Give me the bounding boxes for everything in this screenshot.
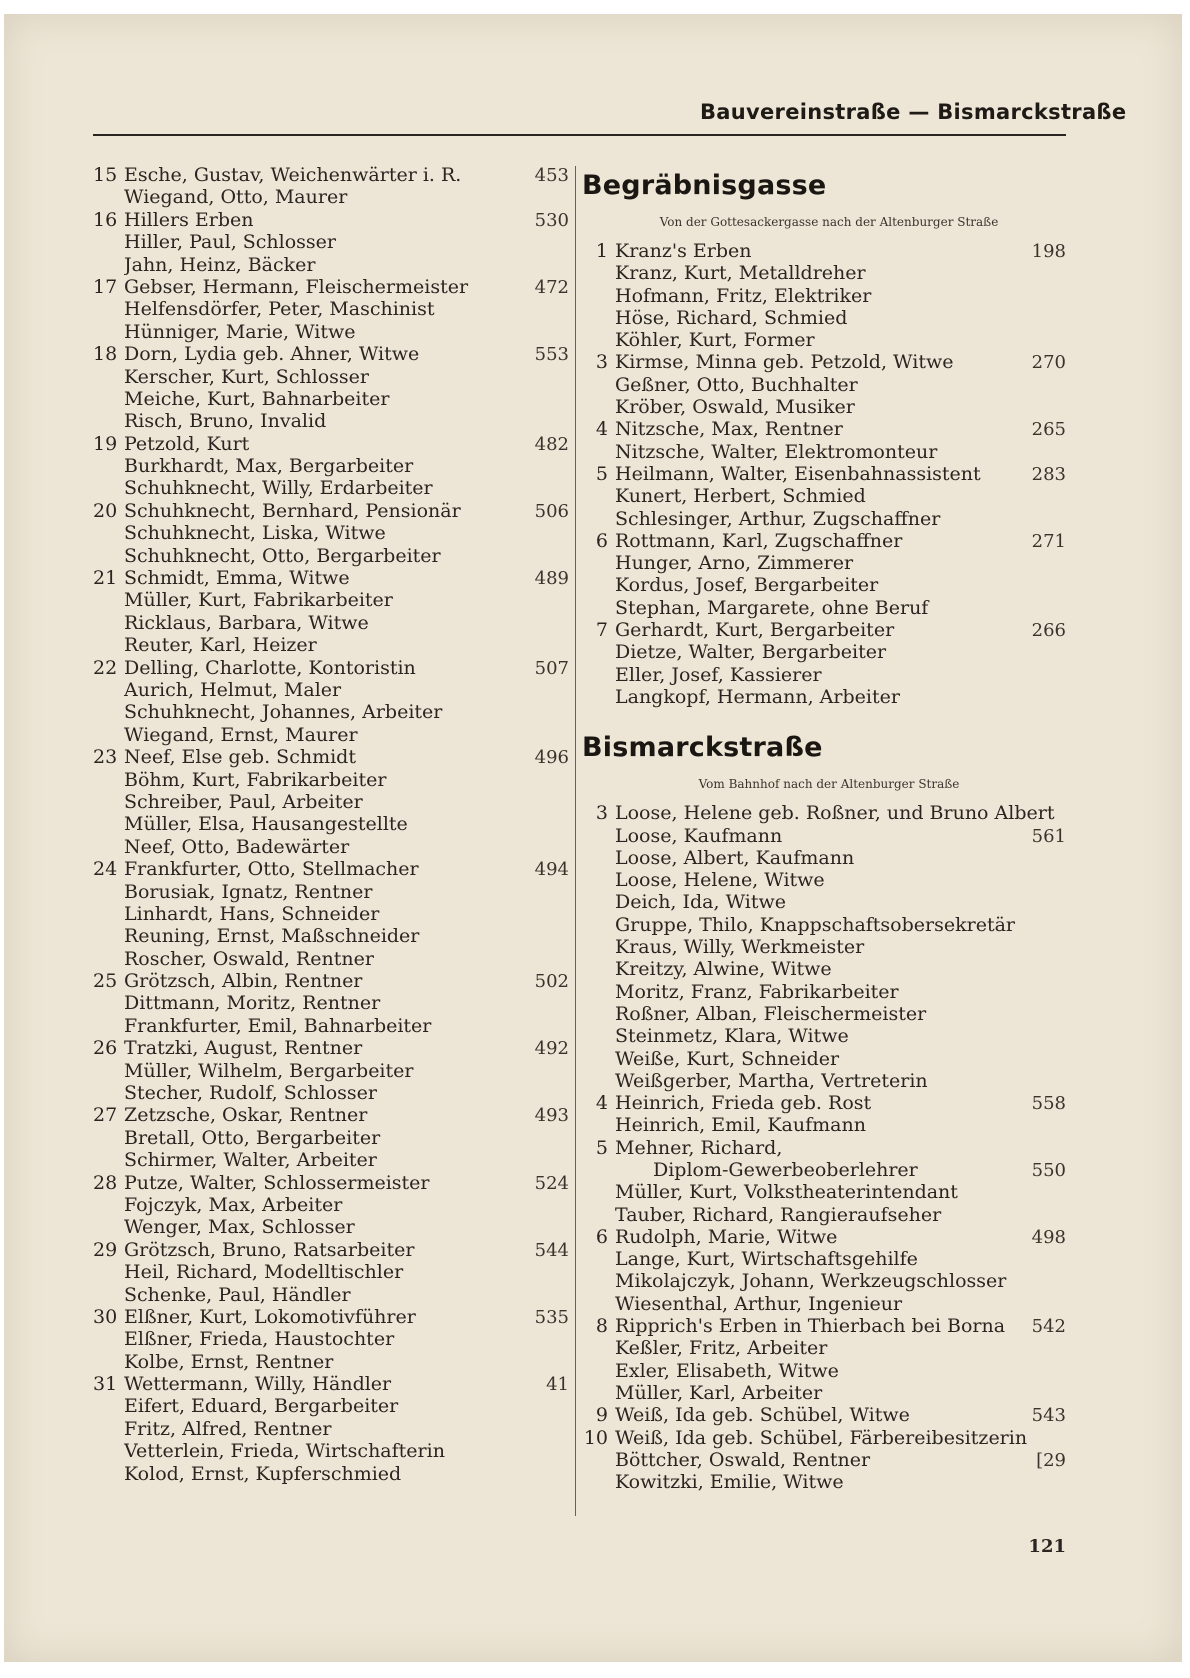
entry-text: Rudolph, Marie, Witwe — [615, 1225, 838, 1248]
resident-entry — [582, 285, 1066, 307]
entry-text: Elßner, Frieda, Haustochter — [124, 1328, 395, 1351]
entry-number: 544 — [534, 1239, 569, 1261]
entry-number: 283 — [1031, 463, 1066, 485]
entry-text: Hiller, Paul, Schlosser — [124, 231, 337, 254]
resident-entry — [93, 903, 569, 925]
entry-text: Esche, Gustav, Weichenwärter i. R. — [124, 164, 462, 186]
entry-text: Kröber, Oswald, Musiker — [615, 396, 855, 419]
resident-entry — [93, 410, 569, 432]
section-title: Bismarckstraße — [582, 732, 823, 764]
resident-entry — [582, 1159, 1066, 1181]
entry-number: 543 — [1031, 1405, 1066, 1427]
house-entry — [582, 463, 1066, 485]
entry-text: Fojczyk, Max, Arbeiter — [124, 1193, 343, 1216]
resident-entry — [93, 231, 569, 253]
entry-text: Hofmann, Fritz, Elektriker — [615, 284, 872, 307]
entry-text: Kreitzy, Alwine, Witwe — [615, 958, 832, 981]
entry-text: Frankfurter, Emil, Bahnarbeiter — [124, 1014, 432, 1037]
entry-number: 550 — [1031, 1159, 1066, 1181]
entry-text: Loose, Helene geb. Roßner, und Bruno Albert — [615, 802, 1055, 825]
house-entry — [582, 351, 1066, 373]
resident-entry — [93, 366, 569, 388]
house-entry — [93, 1239, 569, 1261]
entry-number: 270 — [1031, 352, 1066, 374]
entry-text: Stephan, Margarete, ohne Beruf — [615, 596, 929, 619]
entry-number: 553 — [534, 344, 569, 366]
house-number: 16 — [93, 208, 118, 231]
entry-number: 265 — [1031, 419, 1066, 441]
resident-entry — [582, 329, 1066, 351]
house-entry — [582, 418, 1066, 440]
entry-text: Elßner, Kurt, Lokomotivführer — [124, 1305, 416, 1328]
resident-entry — [582, 485, 1066, 507]
resident-entry — [93, 1261, 569, 1283]
resident-entry — [582, 1070, 1066, 1092]
house-entry — [93, 343, 569, 365]
house-entry — [582, 240, 1066, 262]
entry-text: Heinrich, Emil, Kaufmann — [615, 1114, 866, 1137]
entry-number: 271 — [1031, 530, 1066, 552]
entry-text: Bretall, Otto, Bergarbeiter — [124, 1126, 381, 1149]
entry-text: Langkopf, Hermann, Arbeiter — [615, 685, 900, 708]
entry-text: Müller, Kurt, Fabrikarbeiter — [124, 589, 393, 612]
resident-entry — [93, 701, 569, 723]
entry-text: Weißgerber, Martha, Vertreterin — [615, 1069, 928, 1092]
resident-entry — [582, 1449, 1066, 1471]
entry-text: Böttcher, Oswald, Rentner — [615, 1448, 871, 1471]
house-entry — [582, 802, 1066, 824]
entry-text: Ricklaus, Barbara, Witwe — [124, 611, 369, 634]
house-number: 3 — [595, 802, 608, 825]
entry-text: Risch, Bruno, Invalid — [124, 410, 327, 433]
resident-entry — [93, 925, 569, 947]
entry-text: Böhm, Kurt, Fabrikarbeiter — [124, 768, 387, 791]
entry-text: Putze, Walter, Schlossermeister — [124, 1171, 430, 1194]
entry-text: Nitzsche, Max, Rentner — [615, 418, 843, 441]
house-number: 1 — [595, 240, 608, 262]
page-number: 121 — [1028, 1536, 1066, 1557]
resident-entry — [582, 307, 1066, 329]
house-entry — [93, 567, 569, 589]
entry-text: Kranz's Erben — [615, 240, 752, 262]
resident-entry — [93, 522, 569, 544]
entry-text: Linhardt, Hans, Schneider — [124, 902, 380, 925]
entry-text: Vetterlein, Frieda, Wirtschafterin — [124, 1440, 445, 1463]
resident-entry — [93, 545, 569, 567]
entry-text: Tratzki, August, Rentner — [124, 1037, 363, 1060]
entry-number: 524 — [534, 1172, 569, 1194]
resident-entry — [93, 321, 569, 343]
house-number: 28 — [93, 1171, 118, 1194]
house-entry — [582, 1137, 1066, 1159]
entry-text: Kraus, Willy, Werkmeister — [615, 936, 865, 959]
house-number: 20 — [93, 499, 118, 522]
entry-text: Wenger, Max, Schlosser — [124, 1216, 355, 1239]
resident-entry — [93, 1418, 569, 1440]
entry-number: 558 — [1031, 1093, 1066, 1115]
entry-text: Reuter, Karl, Heizer — [124, 634, 317, 657]
house-entry — [93, 1172, 569, 1194]
house-number: 19 — [93, 432, 118, 455]
resident-entry — [93, 612, 569, 634]
house-number: 8 — [595, 1315, 608, 1338]
entry-text: Heilmann, Walter, Eisenbahnassistent — [615, 462, 981, 485]
running-header: Bauvereinstraße — Bismarckstraße — [700, 100, 1127, 124]
entry-text: Schenke, Paul, Händler — [124, 1283, 351, 1306]
resident-entry — [93, 589, 569, 611]
entry-number: 198 — [1031, 241, 1066, 262]
resident-entry — [93, 1328, 569, 1350]
house-entry — [582, 1092, 1066, 1114]
resident-entry — [93, 992, 569, 1014]
entry-text: Geßner, Otto, Buchhalter — [615, 373, 858, 396]
resident-entry — [93, 1395, 569, 1417]
entry-text: Borusiak, Ignatz, Rentner — [124, 880, 373, 903]
entry-text: Gruppe, Thilo, Knappschaftsobersekretär — [615, 913, 1015, 936]
house-number: 4 — [595, 1092, 608, 1115]
house-entry — [582, 1427, 1066, 1449]
entry-text: Diplom-Gewerbeoberlehrer — [653, 1158, 918, 1181]
entry-text: Exler, Elisabeth, Witwe — [615, 1359, 839, 1382]
house-number: 5 — [595, 1136, 608, 1159]
entry-text: Loose, Albert, Kaufmann — [615, 846, 855, 869]
house-entry — [93, 1373, 569, 1395]
house-entry — [93, 1104, 569, 1126]
resident-entry — [93, 298, 569, 320]
house-number: 18 — [93, 343, 118, 366]
entry-text: Heil, Richard, Modelltischler — [124, 1261, 404, 1284]
entry-text: Loose, Helene, Witwe — [615, 869, 825, 892]
house-number: 3 — [595, 351, 608, 374]
entry-text: Roscher, Oswald, Rentner — [124, 947, 374, 970]
house-entry — [93, 276, 569, 298]
house-number: 4 — [595, 418, 608, 441]
entry-text: Weiße, Kurt, Schneider — [615, 1047, 840, 1070]
entry-text: Moritz, Franz, Fabrikarbeiter — [615, 980, 899, 1003]
entry-text: Helfensdörfer, Peter, Maschinist — [124, 298, 435, 321]
house-number: 25 — [93, 970, 118, 993]
resident-entry — [93, 881, 569, 903]
resident-entry — [582, 597, 1066, 619]
entry-text: Hünniger, Marie, Witwe — [124, 320, 356, 343]
entry-text: Müller, Wilhelm, Bergarbeiter — [124, 1059, 414, 1082]
entry-text: Tauber, Richard, Rangieraufseher — [615, 1203, 942, 1226]
house-entry — [93, 746, 569, 768]
entry-text: Schlesinger, Arthur, Zugschaffner — [615, 507, 941, 530]
house-number: 15 — [93, 164, 118, 186]
entry-text: Schuhknecht, Otto, Bergarbeiter — [124, 544, 441, 567]
entry-number: 472 — [534, 276, 569, 298]
resident-entry — [93, 1060, 569, 1082]
resident-entry — [93, 455, 569, 477]
resident-entry — [582, 374, 1066, 396]
section-spacer — [582, 708, 1066, 726]
house-number: 29 — [93, 1238, 118, 1261]
entry-number: 453 — [534, 165, 569, 186]
entry-number: 482 — [534, 433, 569, 455]
entry-text: Gebser, Hermann, Fleischermeister — [124, 275, 469, 298]
resident-entry — [93, 254, 569, 276]
resident-entry — [93, 724, 569, 746]
entry-text: Grötzsch, Bruno, Ratsarbeiter — [124, 1238, 415, 1261]
entry-text: Jahn, Heinz, Bäcker — [124, 253, 316, 276]
entry-text: Gerhardt, Kurt, Bergarbeiter — [615, 619, 895, 642]
resident-entry — [93, 1440, 569, 1462]
resident-entry — [582, 574, 1066, 596]
entry-text: Höse, Richard, Schmied — [615, 306, 848, 329]
entry-text: Kunert, Herbert, Schmied — [615, 485, 866, 508]
entry-text: Müller, Elsa, Hausangestellte — [124, 813, 408, 836]
resident-entry — [93, 948, 569, 970]
house-entry — [93, 500, 569, 522]
entry-text: Dittmann, Moritz, Rentner — [124, 992, 381, 1015]
entry-text: Mikolajczyk, Johann, Werkzeugschlosser — [615, 1270, 1007, 1293]
resident-entry — [93, 836, 569, 858]
entry-text: Eifert, Eduard, Bergarbeiter — [124, 1395, 399, 1418]
entry-number: 492 — [534, 1038, 569, 1060]
entry-text: Mehner, Richard, — [615, 1136, 783, 1159]
entry-text: Schmidt, Emma, Witwe — [124, 567, 350, 590]
resident-entry — [582, 936, 1066, 958]
entry-number: 542 — [1031, 1316, 1066, 1338]
resident-entry — [582, 914, 1066, 936]
entry-text: Steinmetz, Klara, Witwe — [615, 1025, 849, 1048]
house-number: 6 — [595, 1225, 608, 1248]
resident-entry — [582, 664, 1066, 686]
resident-entry — [93, 1082, 569, 1104]
house-entry — [93, 433, 569, 455]
entry-text: Neef, Else geb. Schmidt — [124, 746, 356, 769]
entry-text: Grötzsch, Albin, Rentner — [124, 970, 363, 993]
header-rule — [93, 134, 1066, 136]
resident-entry — [93, 769, 569, 791]
entry-text: Stecher, Rudolf, Schlosser — [124, 1082, 377, 1105]
resident-entry — [582, 641, 1066, 663]
entry-number: 561 — [1031, 825, 1066, 847]
entry-text: Müller, Karl, Arbeiter — [615, 1381, 823, 1404]
entry-text: Wiegand, Otto, Maurer — [124, 186, 348, 209]
resident-entry — [582, 891, 1066, 913]
resident-entry — [582, 1025, 1066, 1047]
house-entry — [93, 209, 569, 231]
resident-entry — [582, 1248, 1066, 1270]
entry-text: Keßler, Fritz, Arbeiter — [615, 1337, 828, 1360]
entry-number: 530 — [534, 209, 569, 231]
section-title: Begräbnisgasse — [582, 170, 827, 201]
resident-entry — [93, 186, 569, 208]
entry-number: 502 — [534, 971, 569, 993]
entry-text: Ripprich's Erben in Thierbach bei Borna — [615, 1315, 1006, 1338]
right-column — [582, 164, 1066, 1493]
resident-entry — [93, 1149, 569, 1171]
entry-text: Wiesenthal, Arthur, Ingenieur — [615, 1292, 903, 1315]
house-number: 26 — [93, 1037, 118, 1060]
resident-entry — [93, 813, 569, 835]
house-number: 10 — [583, 1426, 608, 1449]
resident-entry — [582, 981, 1066, 1003]
entry-text: Schuhknecht, Liska, Witwe — [124, 522, 386, 545]
entry-number: 496 — [534, 747, 569, 769]
resident-entry — [93, 388, 569, 410]
resident-entry — [582, 1360, 1066, 1382]
resident-entry — [582, 1003, 1066, 1025]
house-number: 31 — [93, 1373, 118, 1396]
house-number: 7 — [595, 619, 608, 642]
house-number: 5 — [595, 462, 608, 485]
left-column — [93, 164, 569, 1485]
house-number: 27 — [93, 1104, 118, 1127]
entry-text: Aurich, Helmut, Maler — [124, 678, 342, 701]
entry-text: Delling, Charlotte, Kontoristin — [124, 656, 416, 679]
entry-text: Schuhknecht, Bernhard, Pensionär — [124, 499, 461, 522]
entry-text: Loose, Kaufmann — [615, 824, 783, 847]
entry-number: 506 — [534, 500, 569, 522]
resident-entry — [93, 1194, 569, 1216]
house-number: 21 — [93, 567, 118, 590]
resident-entry — [93, 791, 569, 813]
entry-number: 41 — [546, 1374, 569, 1396]
resident-entry — [582, 1382, 1066, 1404]
resident-entry — [582, 1181, 1066, 1203]
entry-number: 489 — [534, 568, 569, 590]
resident-entry — [93, 1463, 569, 1485]
resident-entry — [582, 958, 1066, 980]
entry-text: Roßner, Alban, Fleischermeister — [615, 1002, 927, 1025]
entry-text: Rottmann, Karl, Zugschaffner — [615, 529, 903, 552]
house-entry — [582, 530, 1066, 552]
resident-entry — [582, 552, 1066, 574]
resident-entry — [93, 1216, 569, 1238]
resident-entry — [582, 396, 1066, 418]
resident-entry — [93, 634, 569, 656]
resident-entry — [582, 441, 1066, 463]
resident-entry — [582, 1337, 1066, 1359]
entry-text: Schuhknecht, Willy, Erdarbeiter — [124, 477, 433, 500]
entry-text: Weiß, Ida geb. Schübel, Färbereibesitzerin — [615, 1426, 1028, 1449]
entry-text: Wiegand, Ernst, Maurer — [124, 723, 358, 746]
house-entry — [93, 1306, 569, 1328]
entry-text: Köhler, Kurt, Former — [615, 329, 815, 352]
entry-number: [29 — [1036, 1449, 1066, 1471]
entry-text: Müller, Kurt, Volkstheaterintendant — [615, 1181, 958, 1204]
resident-entry — [582, 262, 1066, 284]
entry-number: 494 — [534, 859, 569, 881]
entry-text: Kirmse, Minna geb. Petzold, Witwe — [615, 351, 954, 374]
resident-entry — [582, 1270, 1066, 1292]
house-entry — [582, 619, 1066, 641]
entry-text: Heinrich, Frieda geb. Rost — [615, 1092, 872, 1115]
resident-entry — [582, 847, 1066, 869]
house-number: 9 — [595, 1404, 608, 1427]
section-subtitle: Von der Gottesackergasse nach der Altenburger Straße — [659, 215, 999, 229]
entry-text: Kranz, Kurt, Metalldreher — [615, 262, 866, 285]
resident-entry — [93, 1351, 569, 1373]
house-number: 17 — [93, 275, 118, 298]
entry-text: Petzold, Kurt — [124, 432, 250, 455]
entry-number: 493 — [534, 1105, 569, 1127]
entry-number: 266 — [1031, 620, 1066, 642]
entry-text: Zetzsche, Oskar, Rentner — [124, 1104, 368, 1127]
entry-text: Hillers Erben — [124, 208, 254, 231]
entry-text: Lange, Kurt, Wirtschaftsgehilfe — [615, 1248, 918, 1271]
entry-text: Neef, Otto, Badewärter — [124, 835, 350, 858]
house-entry — [582, 1226, 1066, 1248]
entry-text: Nitzsche, Walter, Elektromonteur — [615, 440, 938, 463]
entry-number: 535 — [534, 1306, 569, 1328]
resident-entry — [582, 869, 1066, 891]
house-entry — [93, 164, 569, 186]
house-number: 22 — [93, 656, 118, 679]
entry-text: Weiß, Ida geb. Schübel, Witwe — [615, 1404, 910, 1427]
resident-entry — [582, 1471, 1066, 1493]
entry-text: Kerscher, Kurt, Schlosser — [124, 365, 370, 388]
entry-text: Kowitzki, Emilie, Witwe — [615, 1471, 844, 1494]
resident-entry — [93, 679, 569, 701]
resident-entry — [582, 1293, 1066, 1315]
entry-text: Frankfurter, Otto, Stellmacher — [124, 858, 419, 881]
entry-number: 498 — [1031, 1226, 1066, 1248]
entry-text: Dietze, Walter, Bergarbeiter — [615, 641, 887, 664]
resident-entry — [93, 1284, 569, 1306]
house-entry — [582, 1315, 1066, 1337]
house-number: 30 — [93, 1305, 118, 1328]
house-entry — [93, 1037, 569, 1059]
resident-entry — [582, 686, 1066, 708]
resident-entry — [582, 508, 1066, 530]
house-entry — [93, 657, 569, 679]
resident-entry — [93, 477, 569, 499]
house-number: 23 — [93, 746, 118, 769]
entry-text: Fritz, Alfred, Rentner — [124, 1417, 332, 1440]
column-divider — [575, 166, 576, 1516]
entry-text: Schreiber, Paul, Arbeiter — [124, 790, 363, 813]
resident-entry — [582, 1114, 1066, 1136]
resident-entry — [582, 1204, 1066, 1226]
house-number: 24 — [93, 858, 118, 881]
entry-text: Kordus, Josef, Bergarbeiter — [615, 574, 879, 597]
resident-entry — [582, 1048, 1066, 1070]
entry-text: Kolbe, Ernst, Rentner — [124, 1350, 334, 1373]
entry-text: Schirmer, Walter, Arbeiter — [124, 1149, 377, 1172]
entry-text: Deich, Ida, Witwe — [615, 891, 786, 914]
house-number: 6 — [595, 529, 608, 552]
entry-text: Kolod, Ernst, Kupferschmied — [124, 1462, 402, 1485]
house-entry — [93, 970, 569, 992]
resident-entry — [93, 1015, 569, 1037]
entry-text: Reuning, Ernst, Maßschneider — [124, 925, 420, 948]
entry-text: Wettermann, Willy, Händler — [124, 1373, 392, 1396]
house-entry — [93, 858, 569, 880]
entry-text: Burkhardt, Max, Bergarbeiter — [124, 455, 414, 478]
entry-text: Eller, Josef, Kassierer — [615, 663, 822, 686]
entry-number: 507 — [534, 657, 569, 679]
resident-entry — [93, 1127, 569, 1149]
section-subtitle: Vom Bahnhof nach der Altenburger Straße — [698, 777, 960, 792]
entry-text: Hunger, Arno, Zimmerer — [615, 552, 854, 575]
entry-text: Meiche, Kurt, Bahnarbeiter — [124, 387, 390, 410]
entry-text: Dorn, Lydia geb. Ahner, Witwe — [124, 343, 420, 366]
house-entry — [582, 1404, 1066, 1426]
resident-entry — [582, 825, 1066, 847]
entry-text: Schuhknecht, Johannes, Arbeiter — [124, 701, 443, 724]
